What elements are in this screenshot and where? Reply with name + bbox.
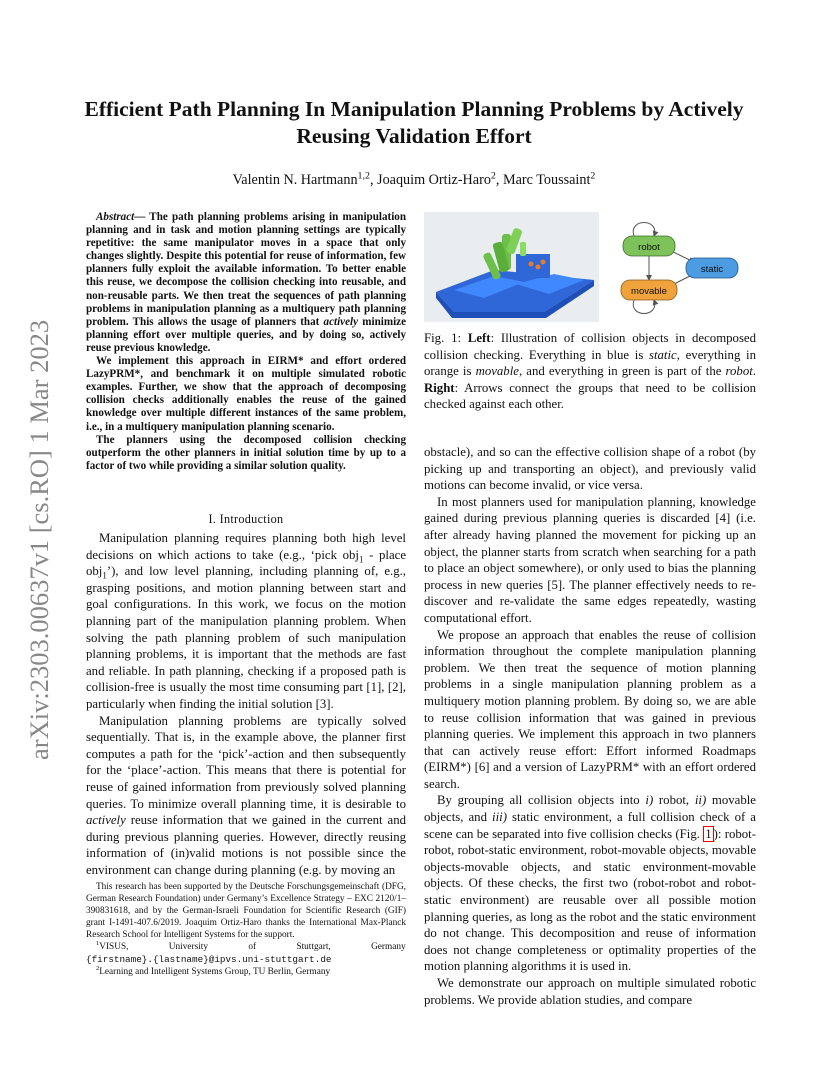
abstract-paragraph: We implement this approach in EIRM* and effort ordered LazyPRM*, and benchmark it on multiple simulated robotic examples. Further, we show that the approach of decomposing collision checks additionally enables the reuse of the gained knowledge over multiple different instances of the same problem, i.e., in a multiquery manipulation planning scenario. [86, 355, 406, 433]
caption-text: . [752, 364, 756, 379]
paper-title: Efficient Path Planning In Manipulation Planning Problems by Actively Reusing Validation Effort [84, 97, 744, 148]
movable-object [541, 260, 546, 265]
body-emphasis: iii) [492, 810, 507, 825]
footnotes [86, 881, 406, 978]
footnote-mark: 2 [96, 964, 100, 972]
caption-emphasis: static [649, 347, 677, 362]
self-loop-arrow [633, 223, 655, 237]
body-text: movable objects, and [424, 793, 756, 825]
figure-1-caption [424, 330, 756, 413]
caption-label: Fig. 1: [424, 331, 468, 345]
right-column-body [424, 444, 756, 1008]
movable-object [529, 262, 534, 267]
footnote-text: VISUS, University of Stuttgart, Germany [99, 942, 406, 953]
author-list [60, 172, 768, 189]
abstract-paragraph: The planners using the decomposed collision checking outperform the other planners in initial solution time by up to a factor of two while providing a similar solution quality. [86, 433, 406, 472]
author-2: , Joaquim Ortiz-Haro [369, 172, 491, 188]
movable-node-label: movable [631, 286, 667, 297]
scene-render-image [424, 212, 599, 322]
caption-text: : Arrows connect the groups that need to be collision checked against each other. [424, 380, 756, 412]
body-text: ): robot-robot, robot-static environment, robot-movable objects, movable objects-movable objects, and static environment-movable objects. Of these checks, the first two (robot-robot and robot-static environment) are reusable over all possible motion planning queries, as long as the robot and the static environment do not change. This decomposition and reuse of information does not change completeness or optimality properties of the motion planning algorithms it is used in. [424, 826, 757, 974]
author-2-affil: 2 [490, 170, 496, 182]
abstract-paragraph [86, 211, 406, 355]
footnote-text: Learning and Intelligent Systems Group, TU Berlin, Germany [99, 966, 331, 977]
caption-text: , everything in orange is [424, 347, 756, 379]
author-1: Valentin N. Hartmann [232, 172, 358, 188]
caption-text: : Illustration of collision objects in decomposed collision checking. Everything in blue is [424, 331, 756, 362]
static-box [516, 254, 550, 278]
footnote-mark: 1 [96, 940, 100, 948]
section-heading-introduction: I. Introduction [208, 512, 284, 526]
email-pattern: {firstname}.{lastname}@ipvs.uni-stuttgart.de [86, 953, 332, 965]
arxiv-stamp-text: arXiv:2303.00637v1 [cs.RO] 1 Mar 2023 [24, 319, 54, 760]
movable-object [536, 265, 541, 270]
abstract-text: — The path planning problems arising in manipulation planning and in task and motion planning settings are typically repetitive: the same manipulator moves in a space that only changes slightly. Despite this potential for reuse of information, few planners fully exploit the available information. To better enable this reuse, we decompose the collision checking into reusable, and non-reusable parts. We then treat the sequences of path planning problems in manipulation planning as a multiquery path planning problem. This allows the usage of planners that [86, 211, 406, 328]
subscript: 1 [358, 554, 364, 565]
body-paragraph: We propose an approach that enables the reuse of collision information throughout the complete manipulation planning problem. We then treat the sequence of motion planning problems in a single manipulation planning problem as a multiquery motion planning problem. By doing so, we are able to reuse collision information that was gained in previous planning queries. We implement this approach in two planners that can actively reuse effort: Effort informed Roadmaps (EIRM*) [6] and a version of LazyPRM* with an effort ordered search. [424, 627, 756, 791]
abstract [86, 211, 406, 473]
body-paragraph [86, 530, 406, 713]
figure-reference-link[interactable]: 1 [705, 826, 712, 841]
static-node-label: static [700, 264, 724, 275]
caption-bold: Right [424, 380, 455, 395]
author-1-affil: 1,2 [357, 170, 370, 182]
author-3: , Marc Toussaint [495, 172, 591, 188]
body-text: robot, [653, 793, 695, 808]
funding-footnote: This research has been supported by the Deutsche Forschungsgemeinschaft (DFG, German Research Foundation) under Germany’s Excellence Strategy – EXC 2120/1–390831618, and by the German-Israeli Foundation for Scientific Research (GIF) grant I-1491-407.6/2019. Joaquim Ortiz-Haro thanks the International Max-Planck Research School for Intelligent Systems for the support. [86, 882, 406, 941]
self-loop-arrow [633, 300, 655, 314]
body-text: By grouping all collision objects into [437, 793, 646, 808]
body-text: Manipulation planning problems are typically solved sequentially. That is, in the example above, the planner first computes a path for the ‘pick’-action and then subsequently for the ‘place’-action. This means that there is potential for reuse of gained information from previously solved planning queries. To minimize overall planning time, it is desirable to [86, 713, 406, 811]
body-emphasis: i) [645, 793, 654, 808]
robot-node-label: robot [638, 242, 660, 253]
abstract-label: Abstract [96, 211, 135, 223]
author-3-affil: 2 [590, 170, 596, 182]
body-text: ’), and low level planning, including planning of, e.g., grasping positions, and motion planning between start and goal configurations. In this work, we focus on the motion planning part of the manipulation planning problem. When solving the path planning problem of such manipulation planning problems, it is important that the methods are fast and reliable. In path planning, checking if a proposed path is collision-free is usually the most time consuming part [1], [2], particularly when finding the initial solution [3]. [86, 564, 406, 711]
body-paragraph: We demonstrate our approach on multiple simulated robotic problems. We provide ablation studies, and compare [424, 976, 756, 1007]
caption-emphasis: movable [475, 364, 519, 379]
body-text: static environment, a full collision check of a scene can be separated into five collision checks (Fig. [424, 810, 756, 841]
body-paragraph: obstacle), and so can the effective collision shape of a robot (by picking up and transporting an object), and previously valid motions can become invalid, or vice versa. [424, 445, 756, 493]
body-paragraph [86, 713, 406, 879]
figure-1 [424, 212, 754, 322]
body-paragraph [424, 792, 756, 975]
body-text: Manipulation planning requires planning both high level decisions on which actions to take (e.g., ‘pick obj [86, 531, 406, 562]
abstract-text: minimize planning effort over multiple queries, and by doing so, actively reuse previous knowledge. [86, 315, 406, 354]
caption-emphasis: robot [725, 364, 753, 379]
body-emphasis: ii) [694, 793, 707, 808]
subscript: 1 [102, 570, 107, 581]
body-text: reuse information that we gained in the current and during previous planning queries. However, directly reusing information of (in)valid motions is not possible since the environment can change during planning (e.g. by moving an [86, 813, 406, 877]
caption-text: , and everything in green is part of the [518, 364, 726, 379]
body-paragraph: In most planners used for manipulation planning, knowledge gained during previous planning queries is discarded [4] (i.e. after already having planned the movement for picking up an object, the planner starts from scratch when searching for a path to place an object somewhere), or only used to bias the planning process in new queries [5]. The planner effectively needs to re-discover and re-validate the same edges repeatedly, wasting computational effort. [424, 494, 756, 625]
affiliation-footnote-2 [86, 966, 406, 978]
collision-group-diagram [621, 223, 738, 314]
body-text: - place obj [86, 547, 407, 579]
abstract-emphasis: actively [323, 315, 359, 328]
body-emphasis: actively [86, 813, 126, 828]
caption-bold: Left [467, 331, 491, 345]
arxiv-stamp [10, 260, 62, 780]
affiliation-footnote-1 [86, 941, 406, 965]
left-column-body [86, 530, 406, 878]
